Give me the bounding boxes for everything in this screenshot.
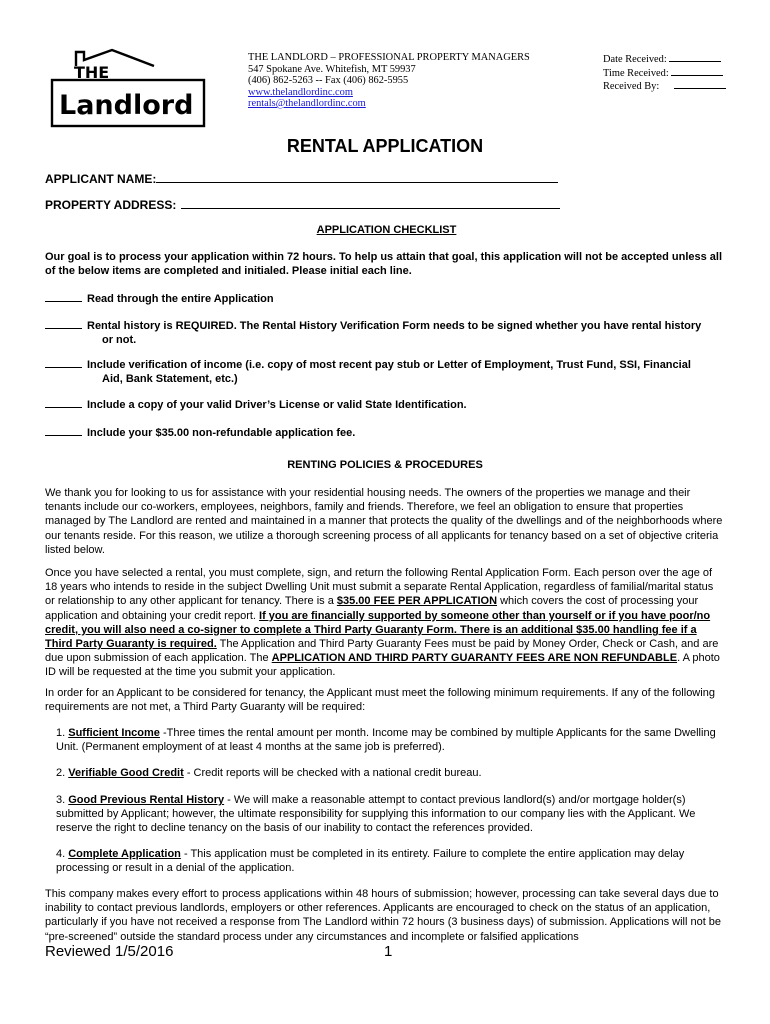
initial-field[interactable] xyxy=(45,291,82,302)
requirement-item xyxy=(56,793,726,836)
logo-the: THE xyxy=(74,63,110,82)
initial-field[interactable] xyxy=(45,357,82,368)
checklist-item-continuation: or not. xyxy=(102,334,137,347)
applicant-name-label: APPLICANT NAME: xyxy=(45,172,157,186)
checklist-item-text: Include verification of income (i.e. copy of most recent pay stub or Letter of Employment, Trust Fund, SSI, Financial xyxy=(87,359,691,371)
company-info xyxy=(248,52,530,110)
checklist-item-text: Include a copy of your valid Driver’s License or valid State Identification. xyxy=(87,399,467,411)
date-received-label: Date Received: xyxy=(603,54,667,65)
policies-application-paragraph xyxy=(45,566,725,680)
checklist-title: APPLICATION CHECKLIST xyxy=(316,224,457,236)
checklist-item-text: Include your $35.00 non-refundable application fee. xyxy=(87,427,356,439)
checklist-item xyxy=(45,397,730,412)
checklist-item-text: Read through the entire Application xyxy=(87,293,274,305)
property-address-label: PROPERTY ADDRESS: xyxy=(45,198,177,212)
checklist-item xyxy=(45,425,730,440)
requirement-title: Complete Application xyxy=(68,848,181,860)
requirements-intro-paragraph: In order for an Applicant to be considered for tenancy, the Applicant must meet the following minimum requirements. If any of the following requirements are not met, a Third Party Guaranty will be required: xyxy=(45,687,715,714)
date-received-field[interactable] xyxy=(669,52,721,62)
initial-field[interactable] xyxy=(45,425,82,436)
company-address: 547 Spokane Ave. Whitefish, MT 59937 xyxy=(248,63,416,75)
requirement-text: - Credit reports will be checked with a national credit bureau. xyxy=(183,767,482,779)
received-by-field[interactable] xyxy=(674,79,726,89)
property-address-field[interactable] xyxy=(181,197,560,209)
requirement-text: - We will make a reasonable attempt to contact previous landlord(s) and/or mortgage holder(s) submitted by Applicant; however, the ultimate responsibility for supplying this information to our company lies with the Applicant. We reserve the right to decline tenancy on the basis of our inability to contact the references provided. xyxy=(56,794,696,835)
landlord-logo xyxy=(50,48,210,128)
office-use-block xyxy=(603,52,726,93)
company-email-link[interactable]: rentals@thelandlordinc.com xyxy=(248,98,366,109)
checklist-item-text: Rental history is REQUIRED. The Rental History Verification Form needs to be signed whether you have rental history xyxy=(87,320,702,332)
checklist-heading xyxy=(0,224,770,236)
fee-per-application: $35.00 FEE PER APPLICATION xyxy=(336,595,498,608)
property-address-row xyxy=(45,197,560,212)
requirement-item xyxy=(56,726,726,754)
time-received-field[interactable] xyxy=(671,66,723,76)
co-signer-notice: If you are financially supported by someone other than yourself or if you have poor/no credit, you will also need a co-signer to complete a Third Party Guaranty Form. There is an additional $35.00 handling fee if a Third Party Guaranty is required. xyxy=(45,609,711,651)
initial-field[interactable] xyxy=(45,397,82,408)
company-website-link[interactable]: www.thelandlordinc.com xyxy=(248,86,353,98)
company-phone: (406) 862-5263 -- Fax (406) 862-5955 xyxy=(248,75,409,86)
checklist-item xyxy=(45,291,730,306)
paragraph-text: which covers the cost of processing your application and obtaining your credit report. xyxy=(45,595,699,622)
paragraph-text: The Application and Third Party Guaranty Fees must be paid by Money Order, Check or Cash, and are due upon submission of each application. The xyxy=(45,638,719,665)
processing-paragraph: This company makes every effort to process applications within 48 hours of submission; however, processing can take several days due to inability to contact previous landlords, employers or other references. Applicants are encouraged to check on the status of an application, particularly if you have not received a response from The Landlord within 72 hours (3 business days) of submission. Applications will not be “pre-screened” outside the standard process under any circumstances and incomplete or falsified applications xyxy=(45,888,722,943)
requirement-number: 2. xyxy=(56,767,69,779)
applicant-name-row xyxy=(45,171,558,186)
checklist-item xyxy=(45,318,730,347)
requirement-text: -Three times the rental amount per month. Income may be combined by multiple Applicants for the same Dwelling Unit. (Permanent employment of at least 4 months at the same job is preferred). xyxy=(56,727,716,754)
logo-landlord: Landlord xyxy=(59,90,194,121)
page-title: RENTAL APPLICATION xyxy=(286,136,484,156)
checklist-item-continuation: Aid, Bank Statement, etc.) xyxy=(102,373,238,386)
paragraph-text: Once you have selected a rental, you must complete, sign, and return the following Rental Application Form. Each person over the age of 18 years who intends to reside in the subject Dwelling Unit must submit a separate Rental Application, regardless of familial/marital status or relationship to any other applicant for tenancy. There is a xyxy=(45,567,714,608)
requirement-text: - This application must be completed in its entirety. Failure to complete the entire application may delay processing or result in a denial of the application. xyxy=(56,848,685,875)
received-by-label: Received By: xyxy=(603,81,660,92)
requirement-title: Good Previous Rental History xyxy=(68,794,225,806)
requirement-title: Verifiable Good Credit xyxy=(68,767,184,779)
checklist-item xyxy=(45,357,730,386)
paragraph-text: . A photo ID will be requested at the time you submit your application. xyxy=(45,652,720,679)
requirement-number: 4. xyxy=(56,848,69,860)
requirement-title: Sufficient Income xyxy=(68,727,160,739)
policies-intro-paragraph: We thank you for looking to us for assistance with your residential housing needs. The owners of the properties we manage and their tenants include our co-workers, employees, neighbors, family and friends. Therefore, we feel an obligation to ensure that properties managed by The Landlord are rented and maintained in a manner that protects the quality of the dwellings and of the neighborhoods where our tenants reside. For this reason, we utilize a thorough screening process of all applicants for tenancy based on a set of objective criteria listed below. xyxy=(45,487,723,556)
checklist-intro: Our goal is to process your application within 72 hours. To help us attain that goal, this application will not be accepted unless all of the below items are completed and initialed. Please initial each line. xyxy=(45,251,723,278)
requirement-number: 1. xyxy=(56,727,69,739)
company-name: THE LANDLORD – PROFESSIONAL PROPERTY MANAGERS xyxy=(248,52,530,63)
initial-field[interactable] xyxy=(45,318,82,329)
page-number: 1 xyxy=(384,943,393,960)
requirement-number: 3. xyxy=(56,794,69,806)
requirement-item xyxy=(56,847,726,875)
time-received-label: Time Received: xyxy=(603,67,669,79)
reviewed-date: Reviewed 1/5/2016 xyxy=(45,943,174,960)
policies-heading: RENTING POLICIES & PROCEDURES xyxy=(287,459,483,471)
non-refundable-notice: APPLICATION AND THIRD PARTY GUARANTY FEES ARE NON REFUNDABLE xyxy=(271,652,678,665)
requirement-item xyxy=(56,766,726,780)
applicant-name-field[interactable] xyxy=(156,171,558,183)
